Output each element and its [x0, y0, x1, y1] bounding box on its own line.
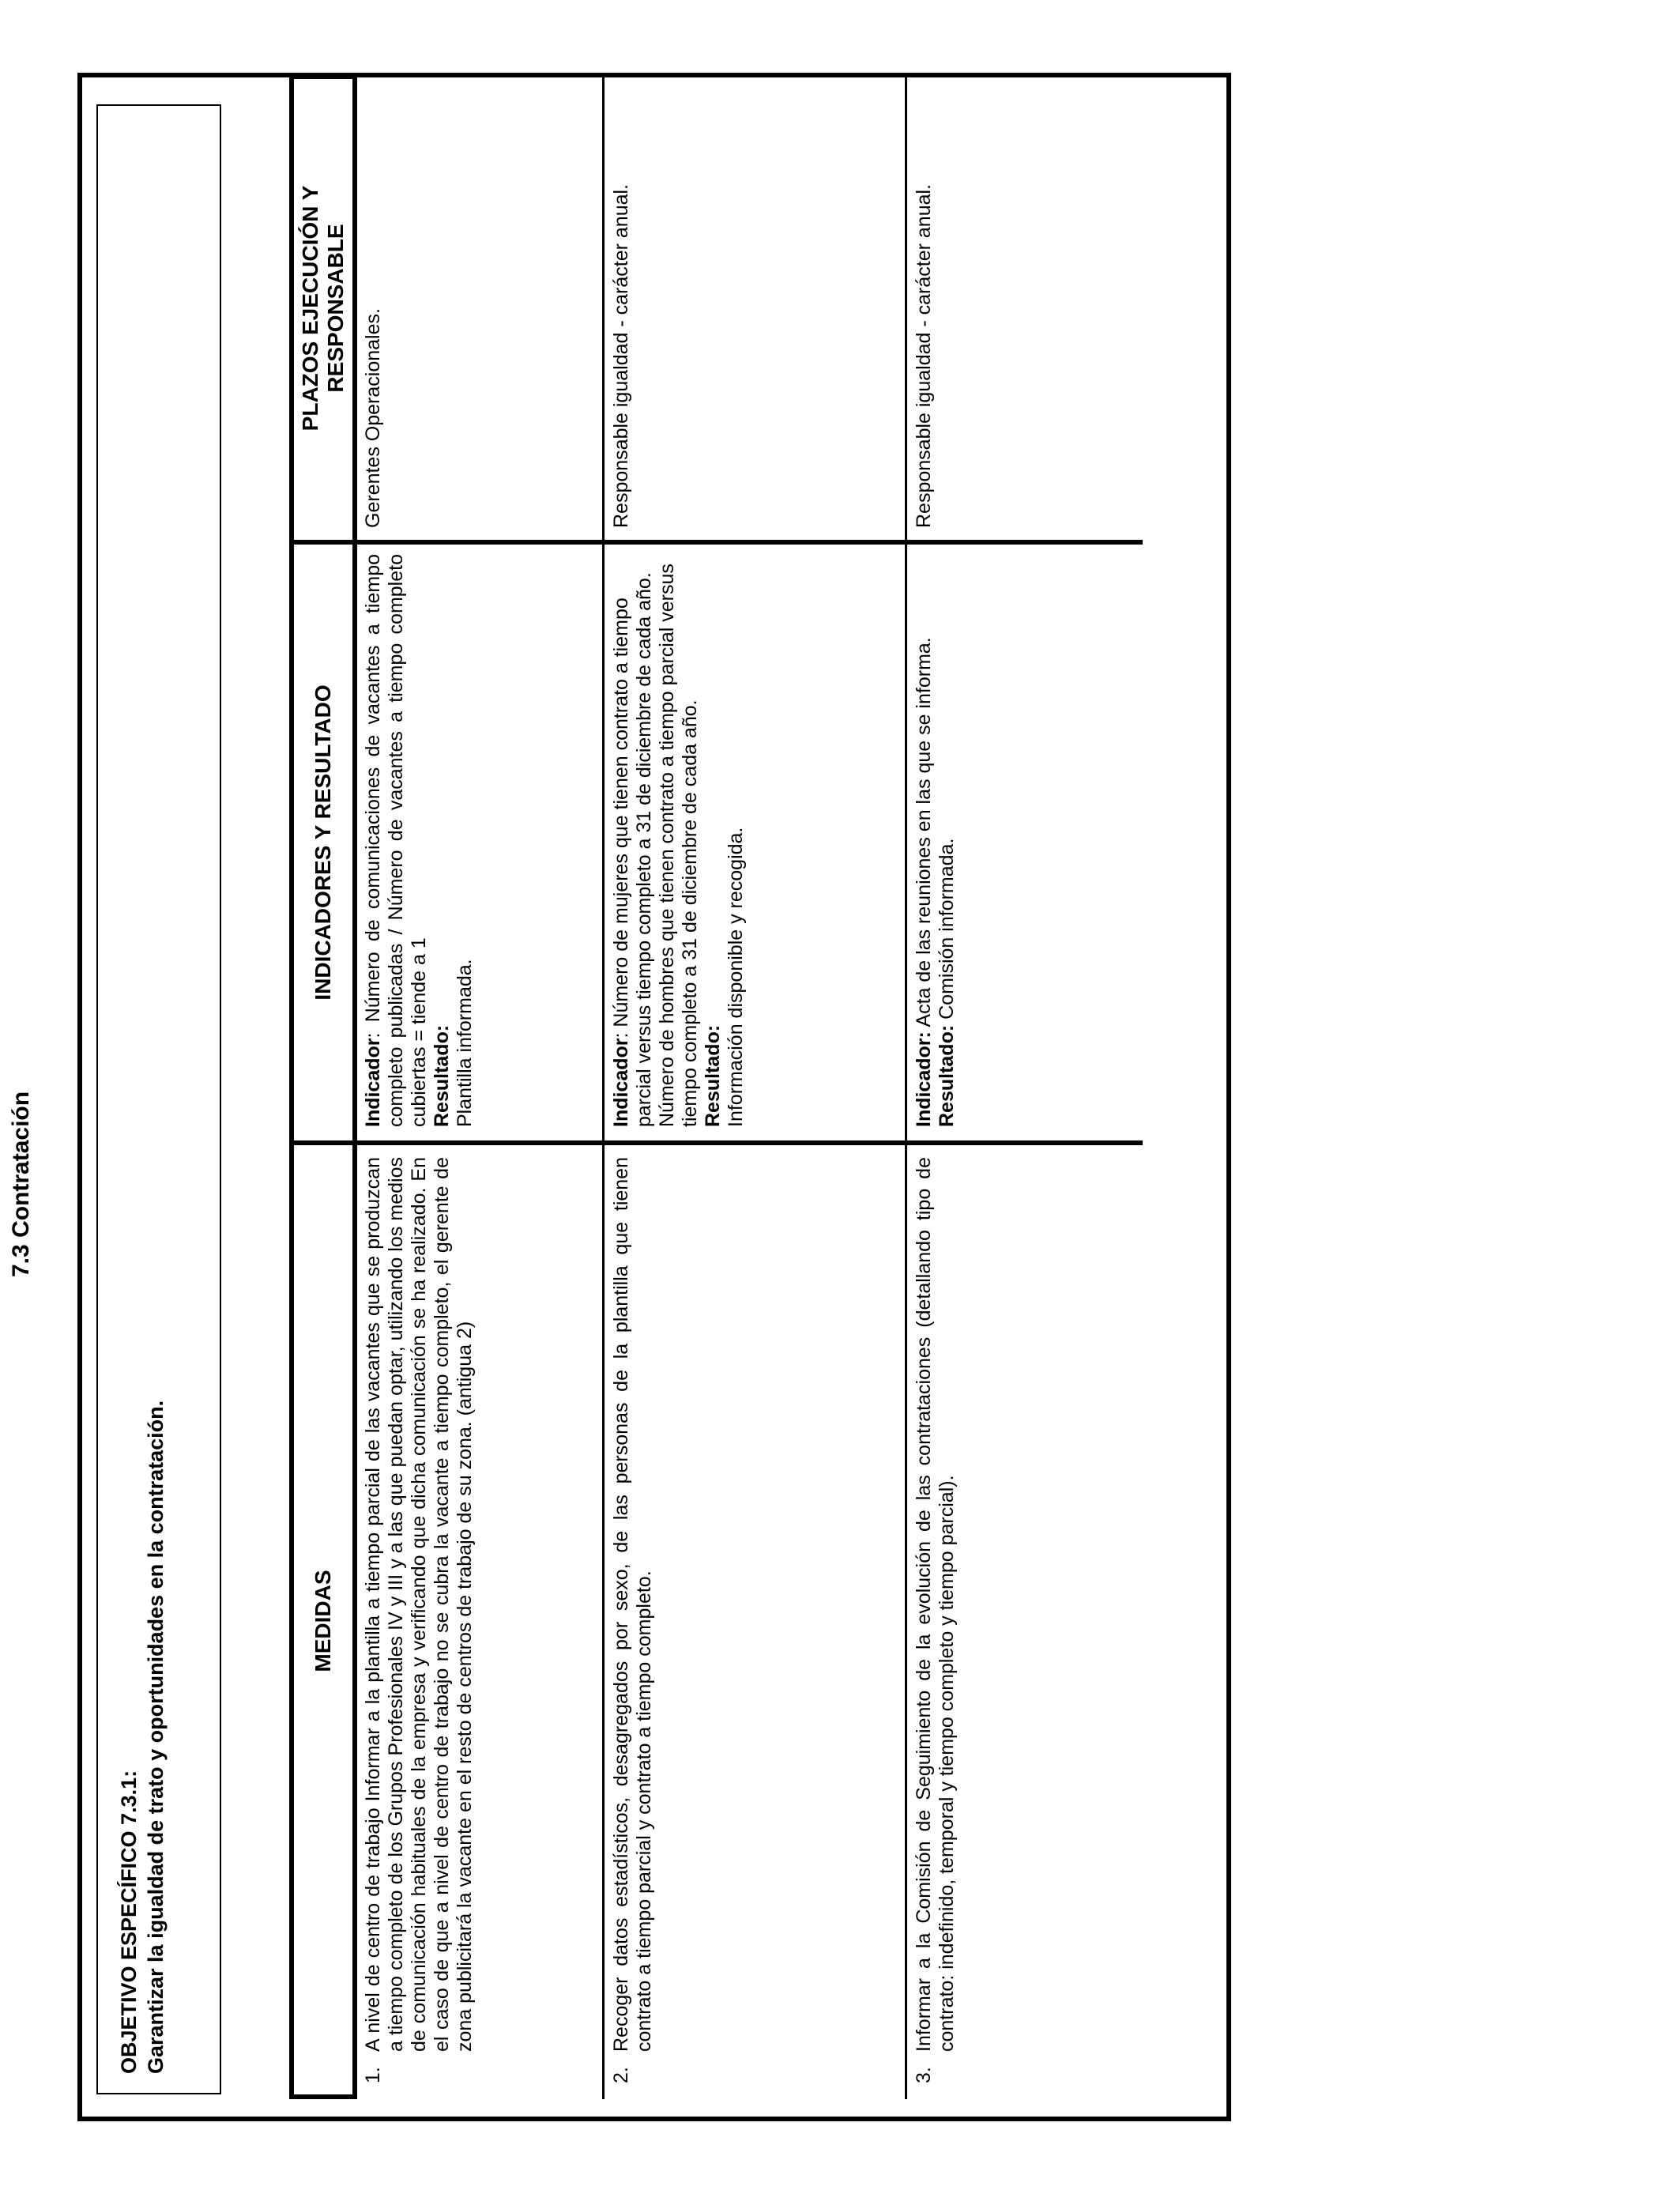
- row-2-resultado-text: Información disponible y recogida.: [725, 827, 747, 1127]
- row-3-resultado-text: Comisión informada.: [936, 838, 958, 1025]
- row-3-number: 3.: [913, 2067, 935, 2083]
- row-3-plazo-text: Responsable igualdad - carácter anual.: [913, 184, 935, 528]
- row-2-number: 2.: [610, 2067, 632, 2083]
- row-2-indicador-extra: Número de hombres que tienen contrato a tiempo parcial versus tiempo completo a 31 de diciembre de cada año.: [656, 564, 701, 1127]
- row-1-indicador-label: Indicador: [362, 1038, 384, 1127]
- column-divider-2: [289, 540, 1143, 545]
- table-row-1-medida: [362, 1157, 477, 2083]
- row-1-number: 1.: [362, 2067, 384, 2083]
- row-1-medida-text: A nivel de centro de trabajo Informar a la plantilla a tiempo parcial de las vacantes que se produzcan a tiempo completo de los Grupos Profesionales IV y III y a las que puedan optar, utilizando los medios de comunicación habituales de la empresa y verificando que dicha comunicación se ha realizado. En el caso de que a nivel de centro de trabajo no se cubra la vacante a tiempo completo, el gerente de zona publicitará la vacante en el resto de centros de trabajo de su zona. (antigua 2): [362, 1157, 476, 2052]
- row-divider-2: [905, 74, 907, 2099]
- row-1-resultado-label: Resultado:: [431, 1024, 453, 1127]
- table-row-3-plazo: [913, 85, 936, 528]
- row-2-medida-text: Recoger datos estadísticos, desagregados por sexo, de las personas de la plantilla que tienen contrato a tiempo parcial y contrato a tiempo completo.: [610, 1157, 655, 2052]
- table-row-1-plazo: [362, 85, 385, 528]
- column-divider-1: [289, 1140, 1143, 1145]
- row-divider-1: [602, 74, 605, 2099]
- row-3-resultado-label: Resultado:: [936, 1024, 958, 1127]
- row-3-indicador-label: Indicador:: [913, 1031, 935, 1127]
- row-2-plazo-text: Responsable igualdad - carácter anual.: [610, 184, 632, 528]
- header-plazos-line2: RESPONSABLE: [323, 224, 348, 393]
- row-2-indicador-label: Indicador: [610, 1038, 632, 1127]
- row-1-indicador-text: : Número de comunicaciones de vacantes a tiempo completo publicadas / Número de vacantes a tiempo completo cubiertas = tiende a 1: [362, 554, 430, 1127]
- header-indicadores: INDICADORES Y RESULTADO: [311, 684, 335, 1001]
- row-3-medida-text: Informar a la Comisión de Seguimiento de la evolución de las contrataciones (detallando tipo de contrato: indefinido, temporal y tiempo completo y tiempo parcial).: [913, 1157, 958, 2052]
- header-medidas: MEDIDAS: [311, 1570, 335, 1672]
- table-row-2-indicador: [610, 554, 748, 1127]
- table-row-3-medida: [913, 1157, 959, 2083]
- table-row-3-indicador: [913, 554, 959, 1127]
- table-row-2-medida: [610, 1157, 656, 2083]
- row-2-indicador-text: : Número de mujeres que tienen contrato a tiempo parcial versus tiempo completo a 31 de diciembre de cada año.: [610, 572, 655, 1127]
- table-row-1-indicador: [362, 554, 477, 1127]
- header-plazos-line1: PLAZOS EJECUCIÓN Y: [298, 185, 322, 432]
- objective-box: [96, 104, 221, 2094]
- row-1-resultado-text: Plantilla informada.: [454, 959, 476, 1127]
- row-3-indicador-text: Acta de las reuniones en las que se informa.: [913, 637, 935, 1032]
- row-1-plazo-text: Gerentes Operacionales.: [362, 308, 384, 528]
- header-plazos: [289, 74, 357, 542]
- section-title: 7.3 Contratación: [8, 1091, 34, 1277]
- table-row-2-plazo: [610, 85, 633, 528]
- objective-label: OBJETIVO ESPECÍFICO 7.3.1:: [117, 1770, 141, 2074]
- objective-text: Garantizar la igualdad de trato y oportunidades en la contratación.: [144, 1400, 168, 2074]
- row-2-resultado-label: Resultado:: [702, 1024, 724, 1127]
